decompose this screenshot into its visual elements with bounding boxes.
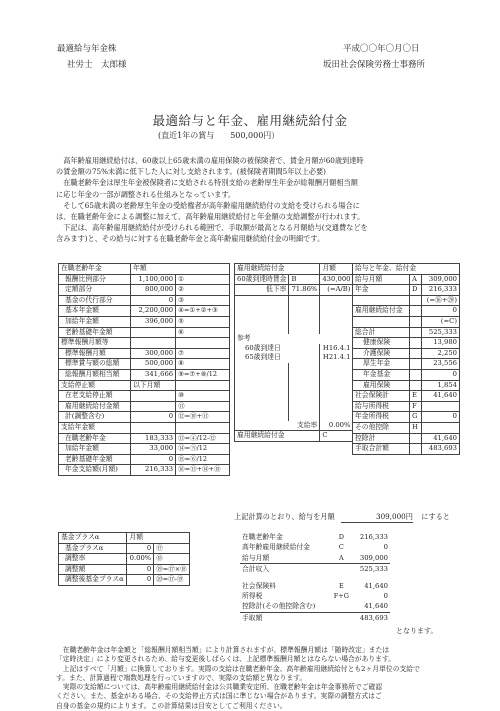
pension-row-formula — [176, 380, 230, 391]
summary-row-label: 手取額 — [242, 613, 263, 622]
pension-row — [59, 422, 230, 433]
summary-row-code: D — [338, 533, 344, 541]
salary-row-code: D — [410, 285, 422, 296]
pension-row-value: 396,000 — [131, 316, 176, 327]
salary-row — [353, 422, 460, 433]
pension-row-label: 老齢基礎年金額 — [59, 454, 131, 465]
salary-row-label: 厚生年金 — [353, 359, 410, 370]
issue-date: 平成〇〇年〇月〇日 — [343, 44, 420, 54]
summary-row-label: 高年齢雇用継続給付金 — [242, 543, 310, 552]
kikin-row — [59, 575, 190, 586]
salary-row — [353, 348, 460, 359]
benefit-rate-label: 支給率 — [235, 421, 320, 431]
pension-row-formula: ⑤ — [176, 316, 230, 327]
pension-row — [59, 338, 230, 349]
salary-row-code — [410, 306, 422, 317]
salary-row-code — [410, 444, 422, 455]
pension-row-label: 年金支給額(月額) — [59, 465, 131, 476]
calc-line — [234, 512, 450, 523]
pension-row-label: 標準報酬月額 — [59, 348, 131, 359]
pension-row-label: 老齢基礎年金額 — [59, 327, 131, 338]
salary-row-value: 13,980 — [421, 338, 459, 349]
employment-table — [234, 263, 353, 442]
salary-row-code — [410, 295, 422, 306]
page-title: 最適給与と年金、雇用継続給付金 — [152, 113, 348, 128]
salary-row-code: A — [410, 274, 422, 285]
pension-row-value: 1,100,000 — [131, 274, 176, 285]
summary-row — [240, 575, 390, 591]
salary-row-label: 控除計 — [353, 433, 410, 444]
age60-date: H16.4.1 — [320, 344, 353, 354]
age65-date: H21.4.1 — [320, 353, 353, 363]
pension-row-label: 支給年金額 — [59, 422, 131, 433]
pension-row-value: 33,000 — [131, 444, 176, 455]
pension-row-formula: ④=①+②+③ — [176, 306, 230, 317]
salary-row-value: 0 — [421, 412, 459, 423]
summary-row-value: 0 — [383, 592, 388, 601]
salary-row-code: H — [410, 422, 422, 433]
pension-row-value — [131, 422, 176, 433]
pension-row-formula: ③ — [176, 295, 230, 306]
pension-row-value: 300,000 — [131, 348, 176, 359]
kikin-row — [59, 554, 190, 565]
pension-row-value — [131, 338, 176, 349]
pension-row-formula: ⑦ — [176, 348, 230, 359]
pension-row-value: 216,333 — [131, 465, 176, 476]
salary-row — [353, 306, 460, 317]
intro-paragraph — [56, 155, 476, 245]
summary-row-code: E — [338, 581, 344, 590]
pension-row-formula: ⑮=⑥/12 — [176, 454, 230, 465]
salary-row-value: 41,640 — [421, 433, 459, 444]
salary-row-value: 23,556 — [421, 359, 459, 370]
kikin-header-label: 基金プラスα — [59, 533, 127, 544]
pension-row-value: 以下月額 — [131, 380, 176, 391]
kikin-row-value: 0 — [127, 575, 154, 586]
summary-row-value: 41,640 — [353, 601, 390, 612]
kikin-table — [58, 532, 190, 586]
kikin-row-value: 0 — [127, 564, 154, 575]
salary-row-value: (=⑯+⑳) — [421, 295, 459, 306]
summary-row — [240, 591, 390, 601]
salary-row-label: 年金 — [353, 285, 410, 296]
salary-row-value: 309,000 — [421, 274, 459, 285]
salary-row-value: 1,854 — [421, 380, 459, 391]
salary-row-code — [410, 316, 422, 327]
intro-line: の賃金額の75%未満に低下した人に対し支給されます。(被保険者期間5年以上必要) — [56, 167, 326, 177]
pension-row-value: 341,666 — [131, 369, 176, 380]
pension-row-value: 2,200,000 — [131, 306, 176, 317]
salary-row-label: 年金所得税 — [353, 412, 410, 423]
pension-header-amount: 年額 — [131, 264, 230, 275]
pension-row-value — [131, 391, 176, 402]
salary-row-value: 0 — [421, 306, 459, 317]
arrival-wage-label: 60歳到達時賃金 — [235, 274, 289, 285]
salary-row-value: (=C) — [421, 316, 459, 327]
summary-row — [240, 564, 390, 575]
salary-table — [352, 263, 460, 455]
kikin-row — [59, 543, 190, 554]
salary-row — [353, 444, 460, 455]
calc-line-text: 上記計算のとおり、給与を月額 — [234, 512, 335, 521]
note-line: 上記はすべて「月額」に換算しております。実際の支給は在職老齢年金、高年齢雇用継続給付とも2ヶ月単位の支給で — [56, 664, 420, 673]
salary-row-label: 年金基金 — [353, 369, 410, 380]
salary-row — [353, 433, 460, 444]
pension-row-formula: ⑬=④/12-⑫ — [176, 433, 230, 444]
pension-row-label: 支給停止額 — [59, 380, 131, 391]
salary-row-code: F — [410, 401, 422, 412]
pension-row-formula: ② — [176, 285, 230, 296]
kikin-row-label: 調整率 — [59, 554, 127, 565]
summary-row-code — [330, 564, 352, 575]
salary-row-label: 手取合計額 — [353, 444, 410, 455]
salary-row-value: 525,333 — [421, 327, 459, 338]
salary-row-label: 雇用継続給付金 — [353, 306, 410, 317]
summary-suffix: となります。 — [396, 627, 438, 635]
pension-row — [59, 465, 230, 476]
pension-row-value — [131, 327, 176, 338]
salary-row-value: 0 — [421, 369, 459, 380]
salary-row-code — [410, 380, 422, 391]
summary-row-label: 給与月額 — [240, 553, 330, 564]
pension-row-value: 183,333 — [131, 433, 176, 444]
salary-row — [353, 338, 460, 349]
pension-row-value: 800,000 — [131, 285, 176, 296]
issuer-name: 坂田社会保険労務士事務所 — [323, 60, 426, 70]
intro-line: そして65歳未満の老齢厚生年金の受給権者が高年齢雇用継続給付の支給を受けられる場合に — [56, 200, 360, 210]
pension-row — [59, 433, 230, 444]
salary-row-code — [410, 348, 422, 359]
decline-rate-value: 71.86% — [289, 285, 320, 296]
salary-row — [353, 369, 460, 380]
salary-row — [353, 380, 460, 391]
note-line: 「定時決定」により変更されるため、給与変更後しばらくは、上記標準報酬月額とはならない場合があります。 — [56, 655, 396, 664]
kikin-row-formula: ⑱ — [154, 554, 190, 565]
pension-row — [59, 285, 230, 296]
pension-row-value — [131, 401, 176, 412]
intro-line: 高年齢雇用継続給付は、60歳以上65歳未満の雇用保険の被保険者で、賃金月額が60歳到達時 — [56, 156, 364, 165]
salary-row — [353, 316, 460, 327]
summary-row-value: 0 — [383, 543, 388, 552]
salary-row-label: 雇用保険 — [353, 380, 410, 391]
pension-row-formula: ① — [176, 274, 230, 285]
pension-row — [59, 412, 230, 423]
pension-row-label: 計(調整含む) — [59, 412, 131, 423]
salary-row-value: 41,640 — [421, 391, 459, 402]
note-line: 自身の基金の規約によります。この計算結果は目安としてご利用ください。 — [56, 701, 287, 710]
pension-row-formula: ⑫=⑩+⑪ — [176, 412, 230, 423]
pension-row-label: 在老支給停止額 — [59, 391, 131, 402]
pension-row-formula: ⑩ — [176, 391, 230, 402]
pension-row-value: 0 — [131, 454, 176, 465]
pension-row-label: 標準報酬月額等 — [59, 338, 131, 349]
pension-row-value: 0 — [131, 412, 176, 423]
pension-header-label: 在職老齢年金 — [59, 264, 131, 275]
pension-row-formula: ⑭=⑤/12 — [176, 444, 230, 455]
salary-row-label: 給与所得税 — [353, 401, 410, 412]
employment-header-label: 雇用継続給付金 — [235, 264, 320, 275]
pension-row-label: 定額部分 — [59, 285, 131, 296]
salary-row — [353, 391, 460, 402]
employment-header-amount: 月額 — [320, 264, 353, 275]
pension-row-formula: ⑥ — [176, 327, 230, 338]
pension-row-label: 加給年金額 — [59, 316, 131, 327]
note-line: す。また、計算過程で端数処理を行っていますので、実際の支給額と異なります。 — [56, 673, 307, 682]
calc-line-suffix: にすると — [421, 512, 450, 521]
benefit-rate-value: 0.00% — [320, 421, 353, 431]
salary-row-value — [421, 401, 459, 412]
summary-row-code: F+G — [333, 592, 349, 601]
summary-row-code — [330, 612, 352, 623]
pension-row-label: 雇用継続給付金額 — [59, 401, 131, 412]
salary-row-code — [410, 369, 422, 380]
salary-row-code: E — [410, 391, 422, 402]
kikin-row — [59, 564, 190, 575]
kikin-row-value: 0 — [127, 543, 154, 554]
kikin-row-formula: ⑰ — [154, 543, 190, 554]
salary-row — [353, 359, 460, 370]
arrival-wage-code: B — [289, 274, 320, 285]
kikin-row-label: 基金プラスα — [59, 543, 127, 554]
summary-row-label: 所得税 — [242, 592, 263, 601]
pension-row — [59, 327, 230, 338]
salary-row — [353, 401, 460, 412]
pension-row-formula: ⑯=⑬+⑭+⑮ — [176, 465, 230, 476]
pension-row — [59, 359, 230, 370]
kikin-row-label: 調整額 — [59, 564, 127, 575]
arrival-wage-value: 430,000 — [320, 274, 353, 285]
pension-row — [59, 454, 230, 465]
kikin-row-label: 調整後基金プラスα — [59, 575, 127, 586]
kikin-row-formula: ⑲=⑰×⑱ — [154, 564, 190, 575]
pension-row-label: 報酬比例部分 — [59, 274, 131, 285]
pension-row — [59, 369, 230, 380]
pension-row — [59, 274, 230, 285]
summary-row-code: C — [338, 543, 344, 552]
summary-row-value: 483,693 — [359, 613, 388, 622]
salary-header: 給与と年金、給付金 — [353, 264, 460, 275]
salary-row-label: 社会保険計 — [353, 391, 410, 402]
pension-row-value: 0 — [131, 295, 176, 306]
intro-line: に応じ年金の一部が調整される仕組みとなっています。 — [56, 189, 236, 199]
salary-row-label: 健康保険 — [353, 338, 410, 349]
salary-row — [353, 285, 460, 296]
age65-label: 65歳到達日 — [235, 353, 320, 363]
pension-row — [59, 391, 230, 402]
salary-row-label: 介護保険 — [353, 348, 410, 359]
summary-row-label: 社会保険料 — [242, 581, 276, 590]
summary-row-value: 216,333 — [359, 533, 388, 541]
summary-row — [240, 553, 390, 564]
salary-row-label — [353, 295, 410, 306]
intro-line: 下記は、高年齢雇用継続給付が受けられる範囲で、手取額が最高となる月額給与(交通費などを — [56, 223, 368, 233]
page-subtitle: (直近1年の賞与 500,000円） — [158, 131, 280, 140]
salary-row — [353, 295, 460, 306]
pension-row — [59, 380, 230, 391]
salary-row-label — [353, 316, 410, 327]
recipient-name: 社労士 太郎様 — [67, 60, 127, 70]
pension-row — [59, 348, 230, 359]
pension-row — [59, 295, 230, 306]
calc-line-value: 309,000円 — [341, 512, 413, 523]
salary-row-code — [410, 359, 422, 370]
salary-row-label: その他控除 — [353, 422, 410, 433]
kikin-header-amount: 月額 — [127, 533, 190, 544]
pension-row-formula — [176, 338, 230, 349]
pension-row-formula: ⑪ — [176, 401, 230, 412]
summary-row — [240, 542, 390, 552]
salary-row-label: 総合計 — [353, 327, 410, 338]
salary-row-code: G — [410, 412, 422, 423]
summary-row-value: 309,000 — [353, 553, 390, 564]
salary-row-code — [410, 338, 422, 349]
salary-row-value — [421, 422, 459, 433]
intro-line: 含みます)と、その給与に対する在職老齢年金と高年齢雇用継続給付金の明細です。 — [56, 234, 325, 244]
summary-table — [240, 532, 390, 623]
decline-rate-label: 低下率 — [235, 285, 289, 296]
pension-row — [59, 401, 230, 412]
intro-line: 在職老齢年金は厚生年金被保険者に支給される特別支給の老齢厚生年金が総報酬月額相当額 — [56, 178, 358, 188]
summary-row-code: A — [330, 553, 352, 564]
pension-row-label: 在職老齢年金 — [59, 433, 131, 444]
summary-row — [240, 532, 390, 542]
employment-benefit-code: C — [320, 431, 353, 442]
salary-row-value: 483,693 — [421, 444, 459, 455]
summary-row-label: 在職老齢年金 — [242, 533, 283, 541]
pension-row-label: 基金の代行部分 — [59, 295, 131, 306]
pension-row-formula — [176, 422, 230, 433]
summary-row-value: 525,333 — [359, 565, 388, 574]
salary-row-value: 216,333 — [421, 285, 459, 296]
pension-row-label: 基本年金額 — [59, 306, 131, 317]
summary-row — [240, 612, 390, 623]
note-line: 実際の支給額については、高年齢雇用継続給付金は公共職業安定所、在職老齢年金は年金事務所でご確認 — [56, 683, 383, 692]
notes-paragraph — [56, 646, 486, 711]
pension-row-value: 500,000 — [131, 359, 176, 370]
salary-row-code — [410, 433, 422, 444]
pension-row-label: 標準賞与額の総額 — [59, 359, 131, 370]
kikin-row-value: 0.00% — [127, 554, 154, 565]
pension-row-label: 加給年金額 — [59, 444, 131, 455]
note-line: ください。また、基金がある場合、その支給停止方式は国に準じない場合があります。実際の調整方式はご — [56, 692, 382, 701]
reference-label: 参考 — [235, 334, 353, 344]
salary-row — [353, 412, 460, 423]
age60-label: 60歳到達日 — [235, 344, 320, 354]
employment-benefit-label: 雇用継続給付金 — [235, 431, 320, 442]
salary-row-value: 2,250 — [421, 348, 459, 359]
summary-row — [240, 601, 390, 612]
note-line: 在職老齢年金は年金額と「総報酬月額相当額」により計算されますが、標準報酬月額は「随時改定」または — [56, 646, 390, 654]
summary-row-value: 41,640 — [364, 581, 388, 590]
pension-row-formula: ⑧ — [176, 359, 230, 370]
salary-row-label: 給与月額 — [353, 274, 410, 285]
pension-row — [59, 444, 230, 455]
salary-row-code — [410, 327, 422, 338]
salary-row — [353, 327, 460, 338]
salary-row — [353, 274, 460, 285]
intro-line: は、在職老齢年金による調整に加えて、高年齢雇用継続給付と年金額の支給調整が行われます。 — [56, 212, 365, 222]
pension-row-formula: ⑨=⑦+⑧/12 — [176, 369, 230, 380]
kikin-row-formula: ⑳=⑰-⑲ — [154, 575, 190, 586]
summary-row-label: 控除計(その他控除含む) — [240, 601, 330, 612]
decline-rate-formula: (=A/B) — [320, 285, 353, 296]
recipient-company: 最適給与年金株 — [57, 44, 117, 54]
pension-row — [59, 306, 230, 317]
summary-row-code — [330, 601, 352, 612]
summary-row-label: 合計収入 — [242, 565, 270, 574]
pension-row — [59, 316, 230, 327]
pension-table — [58, 263, 230, 476]
pension-row-label: 総報酬月額相当額 — [59, 369, 131, 380]
